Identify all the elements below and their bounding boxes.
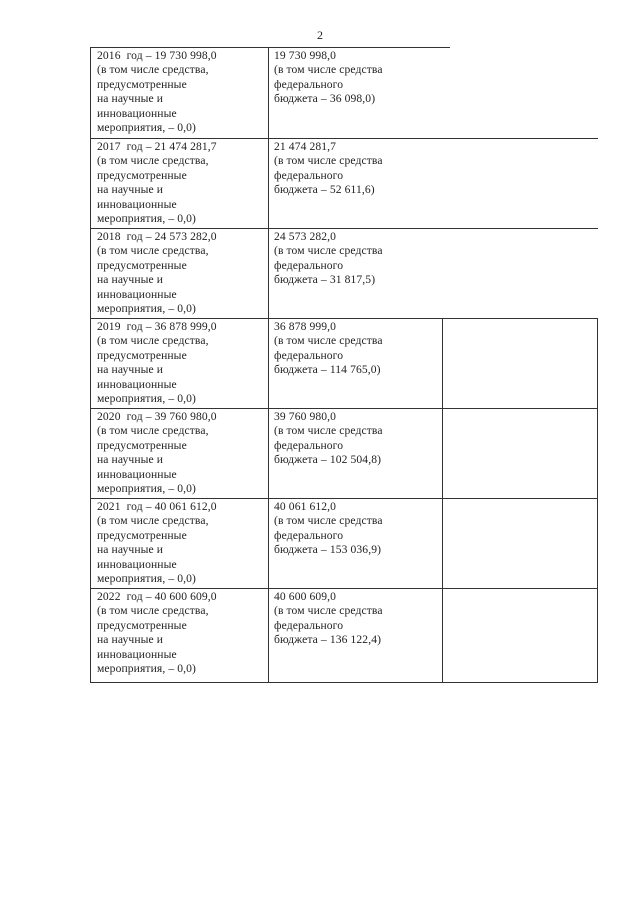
row-separator	[90, 318, 598, 319]
note-line: (в том числе средства	[274, 334, 383, 348]
note-line: инновационные	[97, 106, 177, 120]
amount-cell	[274, 49, 383, 107]
note-line: (в том числе средства	[274, 63, 383, 77]
note-line: предусмотренные	[97, 348, 187, 362]
note-line: (в том числе средства	[274, 424, 383, 438]
note-line: мероприятия, – 0,0)	[97, 392, 196, 406]
amount-cell	[274, 500, 383, 558]
note-line: (в том числе средства,	[97, 514, 209, 528]
note-line: предусмотренные	[97, 528, 187, 542]
note-line: бюджета – 114 765,0)	[274, 363, 381, 377]
note-line: предусмотренные	[97, 618, 187, 632]
table-right-border	[597, 319, 598, 683]
note-line: мероприятия, – 0,0)	[97, 302, 196, 316]
note-line: бюджета – 52 611,6)	[274, 183, 375, 197]
year-total-cell	[97, 590, 217, 676]
note-line: федерального	[274, 438, 344, 452]
amount: 40 600 609,0	[274, 590, 337, 603]
amount-cell	[274, 590, 383, 648]
note-line: (в том числе средства	[274, 514, 383, 528]
year-total-cell	[97, 410, 217, 496]
note-line: инновационные	[97, 377, 177, 391]
year-total: 2020 год – 39 760 980,0	[97, 410, 217, 423]
note-line: мероприятия, – 0,0)	[97, 482, 196, 496]
note-line: федерального	[274, 77, 344, 91]
note-line: предусмотренные	[97, 438, 187, 452]
note-line: бюджета – 153 036,9)	[274, 543, 382, 557]
note-line: предусмотренные	[97, 258, 187, 272]
year-total: 2017 год – 21 474 281,7	[97, 140, 217, 153]
note-line: на научные и	[97, 92, 164, 106]
table-inner-divider	[442, 319, 443, 683]
note-line: федерального	[274, 348, 344, 362]
note-line: бюджета – 102 504,8)	[274, 453, 382, 467]
note-line: (в том числе средства	[274, 604, 383, 618]
note-line: (в том числе средства,	[97, 244, 209, 258]
year-total: 2016 год – 19 730 998,0	[97, 49, 217, 62]
note-line: инновационные	[97, 197, 177, 211]
year-total-cell	[97, 49, 217, 135]
row-separator	[90, 498, 598, 499]
row-separator	[90, 408, 598, 409]
note-line: на научные и	[97, 273, 164, 287]
year-total-cell	[97, 320, 217, 406]
year-total: 2021 год – 40 061 612,0	[97, 500, 217, 513]
note-line: предусмотренные	[97, 168, 187, 182]
note-line: федерального	[274, 258, 344, 272]
year-total-cell	[97, 500, 217, 586]
note-line: бюджета – 31 817,5)	[274, 273, 376, 287]
note-line: на научные и	[97, 363, 164, 377]
note-line: федерального	[274, 528, 344, 542]
row-separator	[90, 138, 598, 139]
note-line: (в том числе средства,	[97, 604, 209, 618]
note-line: бюджета – 136 122,4)	[274, 633, 382, 647]
amount: 36 878 999,0	[274, 320, 337, 333]
note-line: (в том числе средства	[274, 154, 383, 168]
note-line: инновационные	[97, 647, 177, 661]
note-line: на научные и	[97, 453, 164, 467]
year-total: 2018 год – 24 573 282,0	[97, 230, 217, 243]
note-line: мероприятия, – 0,0)	[97, 662, 196, 676]
note-line: мероприятия, – 0,0)	[97, 572, 196, 586]
year-total: 2022 год – 40 600 609,0	[97, 590, 217, 603]
note-line: (в том числе средства	[274, 244, 383, 258]
note-line: федерального	[274, 168, 344, 182]
note-line: инновационные	[97, 467, 177, 481]
amount: 24 573 282,0	[274, 230, 337, 243]
amount: 19 730 998,0	[274, 49, 337, 62]
note-line: (в том числе средства,	[97, 154, 209, 168]
amount: 39 760 980,0	[274, 410, 337, 423]
year-total-cell	[97, 140, 217, 226]
note-line: мероприятия, – 0,0)	[97, 121, 196, 135]
row-separator	[90, 47, 450, 48]
amount: 40 061 612,0	[274, 500, 337, 513]
row-separator	[90, 228, 598, 229]
amount-cell	[274, 320, 383, 378]
note-line: федерального	[274, 618, 344, 632]
amount-cell	[274, 230, 383, 288]
amount: 21 474 281,7	[274, 140, 337, 153]
table-bottom-border	[90, 682, 598, 683]
note-line: на научные и	[97, 183, 164, 197]
note-line: мероприятия, – 0,0)	[97, 212, 196, 226]
note-line: бюджета – 36 098,0)	[274, 92, 376, 106]
row-separator	[90, 588, 598, 589]
note-line: (в том числе средства,	[97, 424, 209, 438]
amount-cell	[274, 410, 383, 468]
note-line: инновационные	[97, 287, 177, 301]
note-line: предусмотренные	[97, 77, 187, 91]
note-line: на научные и	[97, 633, 164, 647]
funding-table	[90, 47, 598, 683]
year-total: 2019 год – 36 878 999,0	[97, 320, 217, 333]
page-number: 2	[317, 28, 323, 42]
note-line: (в том числе средства,	[97, 334, 209, 348]
note-line: (в том числе средства,	[97, 63, 209, 77]
note-line: на научные и	[97, 543, 164, 557]
year-total-cell	[97, 230, 217, 316]
amount-cell	[274, 140, 383, 198]
note-line: инновационные	[97, 557, 177, 571]
